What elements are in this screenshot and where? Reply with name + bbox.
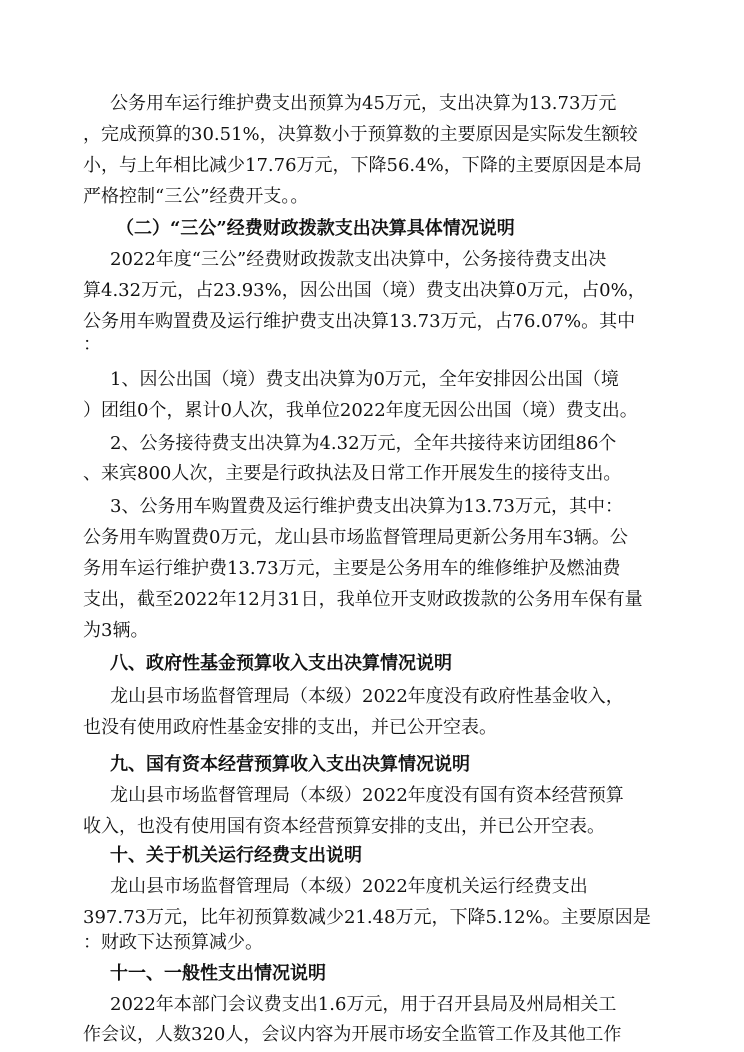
text-line: 、来宾800人次，主要是行政执法及日常工作开展发生的接待支出。 xyxy=(83,463,622,484)
text-line: 2、公务接待费支出决算为4.32万元，全年共接待来访团组86个 xyxy=(110,433,617,454)
text-line: 务用车运行维护费13.73万元，主要是公务用车的维修维护及燃油费 xyxy=(83,558,621,579)
text-line: 2022年本部门会议费支出1.6万元，用于召开县局及州局相关工 xyxy=(110,994,617,1015)
text-line: 小，与上年相比减少17.76万元，下降56.4%，下降的主要原因是本局 xyxy=(83,155,642,176)
text-line: 严格控制“三公”经费开支。。 xyxy=(83,186,309,207)
section-heading-state-capital: 九、国有资本经营预算收入支出决算情况说明 xyxy=(110,754,470,775)
text-line: 收入，也没有使用国有资本经营预算安排的支出，并已公开空表。 xyxy=(83,816,605,837)
text-line: 397.73万元，比年初预算数减少21.48万元，下降5.12%。主要原因是 xyxy=(83,907,651,928)
text-line: 公务用车购置费及运行维护费支出决算13.73万元，占76.07%。其中 xyxy=(83,311,636,332)
text-line: 龙山县市场监督管理局（本级）2022年度没有国有资本经营预算 xyxy=(110,785,624,806)
text-line: 1、因公出国（境）费支出决算为0万元，全年安排因公出国（境 xyxy=(110,369,619,390)
text-line: ，完成预算的30.51%，决算数小于预算数的主要原因是实际发生额较 xyxy=(83,124,638,145)
text-line: 龙山县市场监督管理局（本级）2022年度机关运行经费支出 xyxy=(110,876,588,897)
text-line: ： xyxy=(83,334,101,355)
text-line: 支出，截至2022年12月31日，我单位开支财政拨款的公务用车保有量 xyxy=(83,589,643,610)
section-heading-government-fund: 八、政府性基金预算收入支出决算情况说明 xyxy=(110,653,452,674)
text-line: 龙山县市场监督管理局（本级）2022年度没有政府性基金收入， xyxy=(110,686,624,707)
text-line: 为3辆。 xyxy=(83,620,149,641)
text-line: 公务用车运行维护费支出预算为45万元，支出决算为13.73万元 xyxy=(110,93,617,114)
text-line: 3、公务用车购置费及运行维护费支出决算为13.73万元，其中： xyxy=(110,496,623,517)
text-line: 作会议，人数320人，会议内容为开展市场安全监管工作及其他工作 xyxy=(83,1024,622,1045)
text-line: ：财政下达预算减少。 xyxy=(83,932,263,953)
text-line: 公务用车购置费0万元，龙山县市场监督管理局更新公务用车3辆。公 xyxy=(83,527,628,548)
text-line: 算4.32万元，占23.93%，因公出国（境）费支出决算0万元，占0%， xyxy=(83,280,646,301)
text-line: 也没有使用政府性基金安排的支出，并已公开空表。 xyxy=(83,717,497,738)
section-heading-operating-expenses: 十、关于机关运行经费支出说明 xyxy=(110,845,362,866)
section-heading-general-expenditure: 十一、一般性支出情况说明 xyxy=(110,963,326,984)
section-heading-three-public-details: （二）“三公”经费财政拨款支出决算具体情况说明 xyxy=(116,218,515,239)
text-line: ）团组0个，累计0人次，我单位2022年度无因公出国（境）费支出。 xyxy=(83,400,638,421)
text-line: 2022年度“三公”经费财政拨款支出决算中，公务接待费支出决 xyxy=(110,249,607,270)
